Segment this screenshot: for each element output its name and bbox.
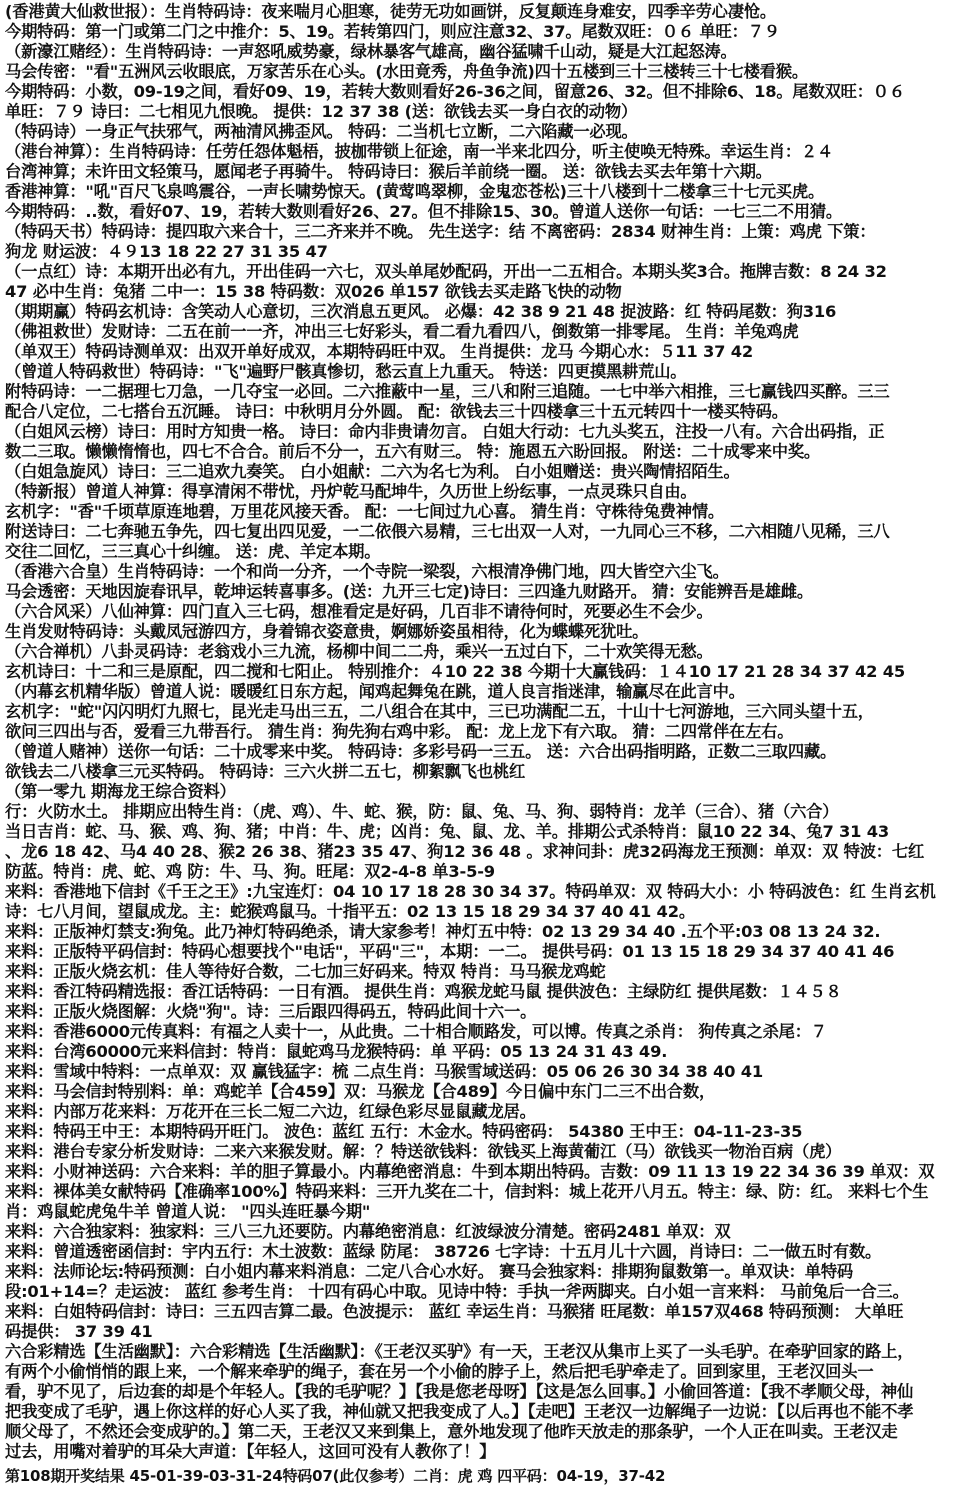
text-line: 欲钱去二八楼拿三元买特码。 特码诗：三六火拼二五七，柳絮飘飞也桃红 — [5, 762, 526, 781]
text-line: (香港黄大仙救世报）：生肖特码诗：夜来喘月心胆寒，徒劳无功如画饼，反复颠连身难安，四季辛劳心凄怆。 — [5, 2, 777, 21]
text-line: 防蓝。特肖：虎、蛇、鸡 防：牛、马、狗。旺尾：双2-4-8 单3-5-9 — [5, 862, 495, 881]
text-line: 附特码诗：一二据理七刀急，一几夺宝一必回。二六推蔽中一星，三八和附三追随。一七中举六相推，三七赢钱四买醉。三三 — [5, 382, 890, 401]
text-line: 顺父母了，不然还会变成驴的。】第二天，王老汉又来到集上，意外地发现了他昨天放走的那条驴，一个人正在叫卖。王老汉走 — [5, 1422, 898, 1441]
text-line: （一点红）诗：本期开出必有九，开出佳码一六七，双头单尾妙配码，开出一二五相合。本期头奖3合。拖牌吉数：8 24 32 — [5, 262, 887, 281]
text-line: 今期特码：小数，09-19之间，看好09、19，若转大数则看好26-36之间，留意26、32。但不排除6、18。尾数双旺：０６ — [5, 82, 905, 101]
text-line: （特码天书）特码诗：提四取六来合十，三二齐来并不晚。 先生送字：结 不离密码：2834 财神生肖：上策：鸡虎 下策： — [5, 222, 876, 241]
text-line: 来料：正版火烧玄机：佳人等待好合数，二七加三好码来。特双 特肖：马马猴龙鸡蛇 — [5, 962, 606, 981]
text-line: 狗龙 财运波：４９13 18 22 27 31 35 47 — [5, 242, 328, 261]
text-line: 过去，用嘴对着驴的耳朵大声道：【年轻人，这回可没有人教你了！】 — [5, 1442, 496, 1461]
text-line: 来料：小财神送码：六合来料：羊的胆子算最小。内幕绝密消息：牛到本期出特码。吉数：09 11 13 19 22 34 36 39 单双：双 — [5, 1162, 935, 1181]
text-line: 来料：雪域中特料：一点单双：双 赢钱猛字：梳 二点生肖：马猴雪域送码：05 06 26 30 34 38 40 41 — [5, 1062, 763, 1081]
text-line: 有两个小偷悄悄的跟上来，一个解来牵驴的绳子，套在另一个小偷的脖子上，然后把毛驴牵走了。回到家里，王老汉回头一 — [5, 1362, 874, 1381]
text-line: （白姐风云榜）诗曰：用时方知贵一格。 诗曰：命内非贵请勿言。 白姐大行动：七九头奖五，注投一八有。六合出码指，正 — [5, 422, 885, 441]
text-line: 玄机字："蛇"闪闪明灯九照七，昆光走马出三五，二八组合在其中，三已功满配二五，十山十七河游地，三六同头望十五， — [5, 702, 874, 721]
text-line: 生肖发财特码诗：头戴凤冠游四方，身着锦衣姿意贵，婀娜娇姿虽相待，化为蝶蝶死犹吐。 — [5, 622, 649, 641]
text-line: 码提供： 37 39 41 — [5, 1322, 153, 1341]
text-line: （单双王）特码诗测单双：出双开单好成双，本期特码旺中双。 生肖提供：龙马 今期心水：５11 37 42 — [5, 342, 753, 361]
text-line: 来料：六合独家料：独家料：三八三九还要防。内幕绝密消息：红波绿波分清楚。密码2481 单双：双 — [5, 1222, 731, 1241]
text-line: 今期特码：..数，看好07、19，若转大数则看好26、27。但不排除15、30。曾道人送你一句话：一七三二不用猜。 — [5, 202, 843, 221]
text-line: 来料：裸体美女献特码【准确率100%】特码来料：三开九奖在二十，信封料：城上花开八月五。特主：绿、防：红。 来料七个生 — [5, 1182, 929, 1201]
text-line: 来料：白姐特码信封：诗曰：三五四吉算二最。色波提示： 蓝红 幸运生肖：马猴猪 旺尾数：单157双468 特码预测： 大单旺 — [5, 1302, 904, 1321]
text-line: 玄机诗曰：十二和三是原配，四二搅和七阳止。 特别推介：４10 22 38 今期十大赢钱码：１４10 17 21 28 34 37 42 45 — [5, 662, 905, 681]
text-line: （六合禅机）八卦灵码诗：老翁戏小三九流，杨柳中间二二舟，乘兴一五过白下，二十欢笑得无愁。 — [5, 642, 713, 661]
text-line: 来料：正版神灯禁支:狗兔。此乃神灯特码绝杀，请大家参考！神灯五中特：02 13 29 34 40 .五个平:03 08 13 24 32. — [5, 922, 881, 941]
text-line: （曾道人特码救世）特码诗："飞"遍野尸骸真惨切，愁云直上九重天。 特送：四更摸黑耕荒山。 — [5, 362, 687, 381]
text-line: 附送诗曰：二七奔驰五争先，四七复出四见爱，一二依偎六易精，三七出双一人对，一九同心三不移，二六相随八见稀，三八 — [5, 522, 890, 541]
text-line: 来料：正版火烧图解：火烧"狗"。诗：三后跟四得码五，特码此间十六一。 — [5, 1002, 537, 1021]
text-line: 台湾神算；未许田文轻策马，愿闻老子再骑牛。 特码诗曰：猴后羊前绕一圈。 送：欲钱去买去年第十六期。 — [5, 162, 772, 181]
text-line: 当日吉肖：蛇、马、猴、鸡、狗、猪；中肖：牛、虎；凶肖：兔、鼠、龙、羊。排期公式杀特肖：鼠10 22 34、兔7 31 43 — [5, 822, 890, 841]
text-line: 马会传密："看"五洲风云收眼底，万家苦乐在心头。(水田竟秀，舟鱼争流)四十五楼到三十三楼转三十七楼看猴。 — [5, 62, 808, 81]
text-line: 来料：曾道透密函信封：宇内五行：木土波数：蓝绿 防尾： 38726 七字诗：十五月儿十六圆，肖诗曰：二一做五时有数。 — [5, 1242, 882, 1261]
text-line: 来料：台湾60000元来料信封：特肖：鼠蛇鸡马龙猴特码：单 平码：05 13 24 31 43 49. — [5, 1042, 668, 1061]
text-line: 诗：七八月间，望鼠成龙。主：蛇猴鸡鼠马。十指平五：02 13 15 18 29 34 37 40 41 42。 — [5, 902, 695, 921]
text-line: （特新报）曾道人神算：得享清闲不带忧，丹炉乾马配坤牛，久历世上纷纭事，一点灵珠只自由。 — [5, 482, 697, 501]
text-line: （期期赢）特码玄机诗：含笑动人心意切，三次消息五更风。 必爆：42 38 9 21 48 捉波路：红 特码尾数：狗316 — [5, 302, 837, 321]
text-line: 、龙6 18 42、马4 40 28、猴2 26 38、猪23 35 47、狗12 36 48 。求神问卦：虎32码海龙王预测：单双：双 特波：七红 — [5, 842, 925, 861]
text-line: 数二三取。懒懒惰惰也，四七不合合。前后不分一，五六有财三。 特：施恩五六盼回报。 附送：二十成零来中奖。 — [5, 442, 821, 461]
text-line: 段:01+14=？走运波： 蓝红 参考生肖： 十四有码心中取。见诗中特：手执一斧两脚夹。白小姐一言来料： 马前兔后一合三。 — [5, 1282, 909, 1301]
text-line: 配合八定位，二七搭台五沉睡。 诗曰：中秋明月分外圆。 配：欲钱去三十四楼拿三十五元转四十一楼买特码。 — [5, 402, 788, 421]
text-line: （曾道人赌神）送你一句话：二十成零来中奖。 特码诗：多彩号码一三五。 送：六合出码指明路，正数二三取四藏。 — [5, 742, 837, 761]
text-line: 来料：香港地下信封《千王之王》:九宝连灯：04 10 17 18 28 30 34 37。特码单双：双 特码大小：小 特码波色：红 生肖玄机 — [5, 882, 936, 901]
text-line: 来料：港台专家分析发财诗：二来六来猴发财。解：？特送欲钱料：欲钱买上海黄葡江（马）欲钱买一物治百病（虎） — [5, 1142, 842, 1161]
text-line: 来料：香江特码精选报：香江话特码：一日有酒。 提供生肖：鸡猴龙蛇马鼠 提供波色：主绿防红 提供尾数：１４５８ — [5, 982, 842, 1001]
text-line: 来料：香港6000元传真料：有福之人卖十一，从此贵。二十相合顺路发，可以博。传真之杀肖： 狗传真之杀尾：７ — [5, 1022, 827, 1041]
text-line: 47 必中生肖：兔猪 二中一：15 38 特码数：双026 单157 欲钱去买走路飞快的动物 — [5, 282, 622, 301]
text-line: 交往二回忆，三三真心十纠缠。 送：虎、羊定本期。 — [5, 542, 381, 561]
text-line: （六合风采）八仙神算：四门直入三七码，想准看定是好码，几百非不请待何时，死要必生不会少。 — [5, 602, 713, 621]
text-line: 把我变成了毛驴，遇上你这样的好心人买了我，神仙就又把我变成了人。】【走吧】王老汉一边解绳子一边说：【以后再也不能不孝 — [5, 1402, 914, 1421]
text-line: （白姐急旋风）诗曰：三二追欢九奏笑。 白小姐献：二六为名七为利。 白小姐赠送：贵兴陶情招陌生。 — [5, 462, 740, 481]
draw-result-footer: 第108期开奖结果 45-01-39-03-31-24特码07(此仅参考）二肖：虎 鸡 四平码：04-19，37-42 — [5, 1467, 666, 1485]
text-line: 来料：马会信封特别料：单：鸡蛇羊【合459】双：马猴龙【合489】今日偏中东门二三不出合数， — [5, 1082, 716, 1101]
text-line: （新濠江赌经）：生肖特码诗：一声怒吼威势豪，绿林暴客气雄高，幽谷猛啸千山动，疑是大江起怒涛。 — [5, 42, 737, 61]
text-line: 今期特码：第一门或第二门之中推介：5、19。若转第四门，则应注意32、37。尾数双旺：０６ 单旺：７９ — [5, 22, 780, 41]
text-line: 欲问三四出与否，爱看三九带吾行。 猜生肖：狗先狗右鸡中彩。 配：龙上龙下有六取。 猜：二四常伴在左右。 — [5, 722, 794, 741]
text-line: 马会透密：天地因旋春讯早，乾坤运转喜事多。(送：九开三七定)诗曰：三四逢九财路开。 猜：安能辨吾是雄雌。 — [5, 582, 813, 601]
text-line: 单旺：７９ 诗曰：二七相见九恨晚。 提供：12 37 38 (送：欲钱去买一身白衣的动物） — [5, 102, 638, 121]
text-line: 玄机字："香"千顷草原连地碧，万里花风接天香。 配：一七间过九心喜。 猜生肖：守株待兔费神情。 — [5, 502, 725, 521]
text-line: 行：火防水土。 排期应出特生肖：（虎、鸡）、牛、蛇、猴，防：鼠、兔、马、狗、弱特肖：龙羊（三合）、猪（六合） — [5, 802, 839, 821]
text-line: 香港神算："吼"百尺飞泉鸣震谷，一声长啸势惊天。(黄莺鸣翠柳，金鬼恋苍松)三十八楼到十二楼拿三十七元买虎。 — [5, 182, 825, 201]
text-line: （香港六合皇）生肖特码诗：一个和尚一分齐，一个寺院一梁裂，六根清净佛门地，四大皆空六尘飞。 — [5, 562, 729, 581]
text-line: 肖：鸡鼠蛇虎兔牛羊 曾道人说： "四头连旺暴今期" — [5, 1202, 371, 1221]
text-lines — [5, 2, 947, 1462]
text-line: （内幕玄机精华版）曾道人说：暖暖红日东方起，闻鸡起舞兔在跳，道人良言指迷津，输赢尽在此言中。 — [5, 682, 745, 701]
text-line: 六合彩精选【生活幽默】：六合彩精选【生活幽默】：《王老汉买驴》有一天，王老汉从集市上买了一头毛驴。在牵驴回家的路上， — [5, 1342, 914, 1361]
text-line: 来料：法师论坛:特码预测：白小姐内幕来料消息：二定八合心水好。 赛马会独家料：排期狗鼠数第一。单双诀：单特码 — [5, 1262, 854, 1281]
text-line: （佛祖救世）发财诗：二五在前一一齐，冲出三七好彩头，看二看九看四八，倒数第一排零尾。 生肖：羊兔鸡虎 — [5, 322, 799, 341]
text-line: 看，驴不见了，后边套的却是个年轻人。【我的毛驴呢？】【我是您老母呀】【这是怎么回事。】小偷回答道：【我不孝顺父母，神仙 — [5, 1382, 914, 1401]
text-line: 来料：特码王中王：本期特码开旺门。 波色：蓝红 五行：木金水。特码密码： 54380 王中王：04-11-23-35 — [5, 1122, 803, 1141]
text-line: （特码诗）一身正气扶邪气，两袖清风拂歪风。 特码：二当机七立断，二六陷藏一必现。 — [5, 122, 638, 141]
text-line: （第一零九 期海龙王综合资料） — [5, 782, 236, 801]
text-line: 来料：正版特平码信封：特码心想要找个"电话"，平码"三"，本期：一二。 提供号码：01 13 15 18 29 34 37 40 41 46 — [5, 942, 895, 961]
text-line: （港台神算）：生肖特码诗：任劳任怨体魁梧，披枷带锁上征途，南一半来北四分，听主使唤无特殊。幸运生肖：２４ — [5, 142, 834, 161]
text-line: 来料：内部万花来料：万花开在三长二短二六边，红绿色彩尽显鼠藏龙居。 — [5, 1102, 536, 1121]
